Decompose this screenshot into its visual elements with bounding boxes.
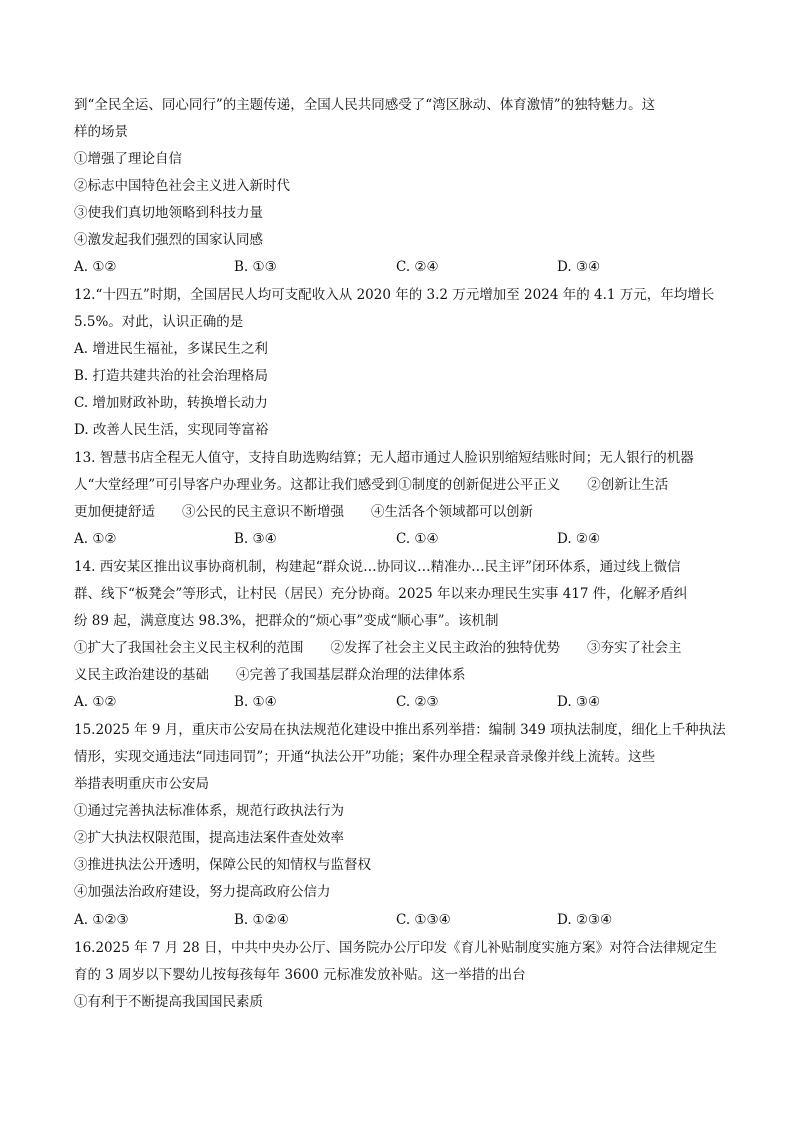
text-line: 更加便捷舒适 ③公民的民主意识不断增强 ④生活各个领域都可以创新	[74, 504, 533, 520]
text-line: 纷 89 起，满意度达 98.3%，把群众的“烦心事”变成“顺心事”。该机制	[74, 613, 499, 629]
text-line: 样的场景	[74, 124, 128, 140]
text-line: 情形，实现交通违法“同违同罚”；开通“执法公开”功能；案件办理全程录音录像并线上流转。这些	[74, 749, 656, 765]
option-d: D. ②③④	[557, 912, 613, 928]
text-line: ①增强了理论自信	[74, 151, 182, 167]
option-d: D. ③④	[557, 259, 601, 275]
text-line: ③使我们真切地领略到科技力量	[74, 205, 263, 221]
option-c: C. ①③④	[396, 912, 451, 928]
option-a: A. ①②	[74, 694, 117, 710]
text-line: 举措表明重庆市公安局	[74, 776, 209, 792]
option-a: A. ①②	[74, 531, 117, 547]
option-b: B. ③④	[234, 531, 277, 547]
question-15: 15.2025 年 9 月，重庆市公安局在执法规范化建设中推出系列举措：编制 349 项执法制度，细化上千种执法	[74, 722, 726, 738]
text-line: 义民主政治建设的基础 ④完善了我国基层群众治理的法律体系	[74, 667, 466, 683]
option-b: B. 打造共建共治的社会治理格局	[74, 368, 269, 384]
option-c: C. ②④	[396, 259, 439, 275]
text-line: ①通过完善执法标准体系，规范行政执法行为	[74, 803, 344, 819]
text-line: 人“大堂经理”可引导客户办理业务。这都让我们感受到①制度的创新促进公平正义 ②创新让生活	[74, 477, 669, 493]
text-line: 到“全民全运、同心同行”的主题传递，全国人民共同感受了“湾区脉动、体育激情”的独特魅力。这	[74, 97, 656, 113]
question-16: 16.2025 年 7 月 28 日，中共中央办公厅、国务院办公厅印发《育儿补贴制度实施方案》对符合法律规定生	[74, 940, 718, 956]
option-a: A. ①②③	[74, 912, 129, 928]
option-a: A. 增进民生福祉，多谋民生之利	[74, 341, 268, 357]
question-13: 13. 智慧书店全程无人值守，支持自助选购结算；无人超市通过人脸识别缩短结账时间；无人银行的机器	[74, 450, 694, 466]
option-c: C. 增加财政补助，转换增长动力	[74, 395, 268, 411]
option-a: A. ①②	[74, 259, 117, 275]
option-b: B. ①④	[234, 694, 277, 710]
option-c: C. ②③	[396, 694, 439, 710]
option-d: D. ③④	[557, 694, 601, 710]
text-line: ④加强法治政府建设，努力提高政府公信力	[74, 884, 331, 900]
option-b: B. ①②④	[234, 912, 289, 928]
text-line: ④激发起我们强烈的国家认同感	[74, 232, 263, 248]
text-line: 5.5%。对此，认识正确的是	[74, 314, 244, 330]
option-c: C. ①④	[396, 531, 439, 547]
text-line: 育的 3 周岁以下婴幼儿按每孩每年 3600 元标准发放补贴。这一举措的出台	[74, 967, 526, 983]
text-line: ③推进执法公开透明，保障公民的知情权与监督权	[74, 857, 371, 873]
option-d: D. ②④	[557, 531, 601, 547]
text-line: ②标志中国特色社会主义进入新时代	[74, 178, 290, 194]
text-line: 群、线下“板凳会”等形式，让村民（居民）充分协商。2025 年以来办理民生实事 417 件，化解矛盾纠	[74, 586, 688, 602]
text-line: ①有利于不断提高我国国民素质	[74, 994, 263, 1010]
option-b: B. ①③	[234, 259, 277, 275]
question-12: 12.“十四五”时期，全国居民人均可支配收入从 2020 年的 3.2 万元增加至 2024 年的 4.1 万元，年均增长	[74, 287, 715, 303]
option-d: D. 改善人民生活，实现同等富裕	[74, 422, 269, 438]
text-line: ①扩大了我国社会主义民主权利的范围 ②发挥了社会主义民主政治的独特优势 ③夯实了社会主	[74, 640, 682, 656]
question-14: 14. 西安某区推出议事协商机制，构建起“群众说…协同议…精准办…民主评”闭环体系，通过线上微信	[74, 559, 681, 575]
text-line: ②扩大执法权限范围，提高违法案件查处效率	[74, 830, 344, 846]
